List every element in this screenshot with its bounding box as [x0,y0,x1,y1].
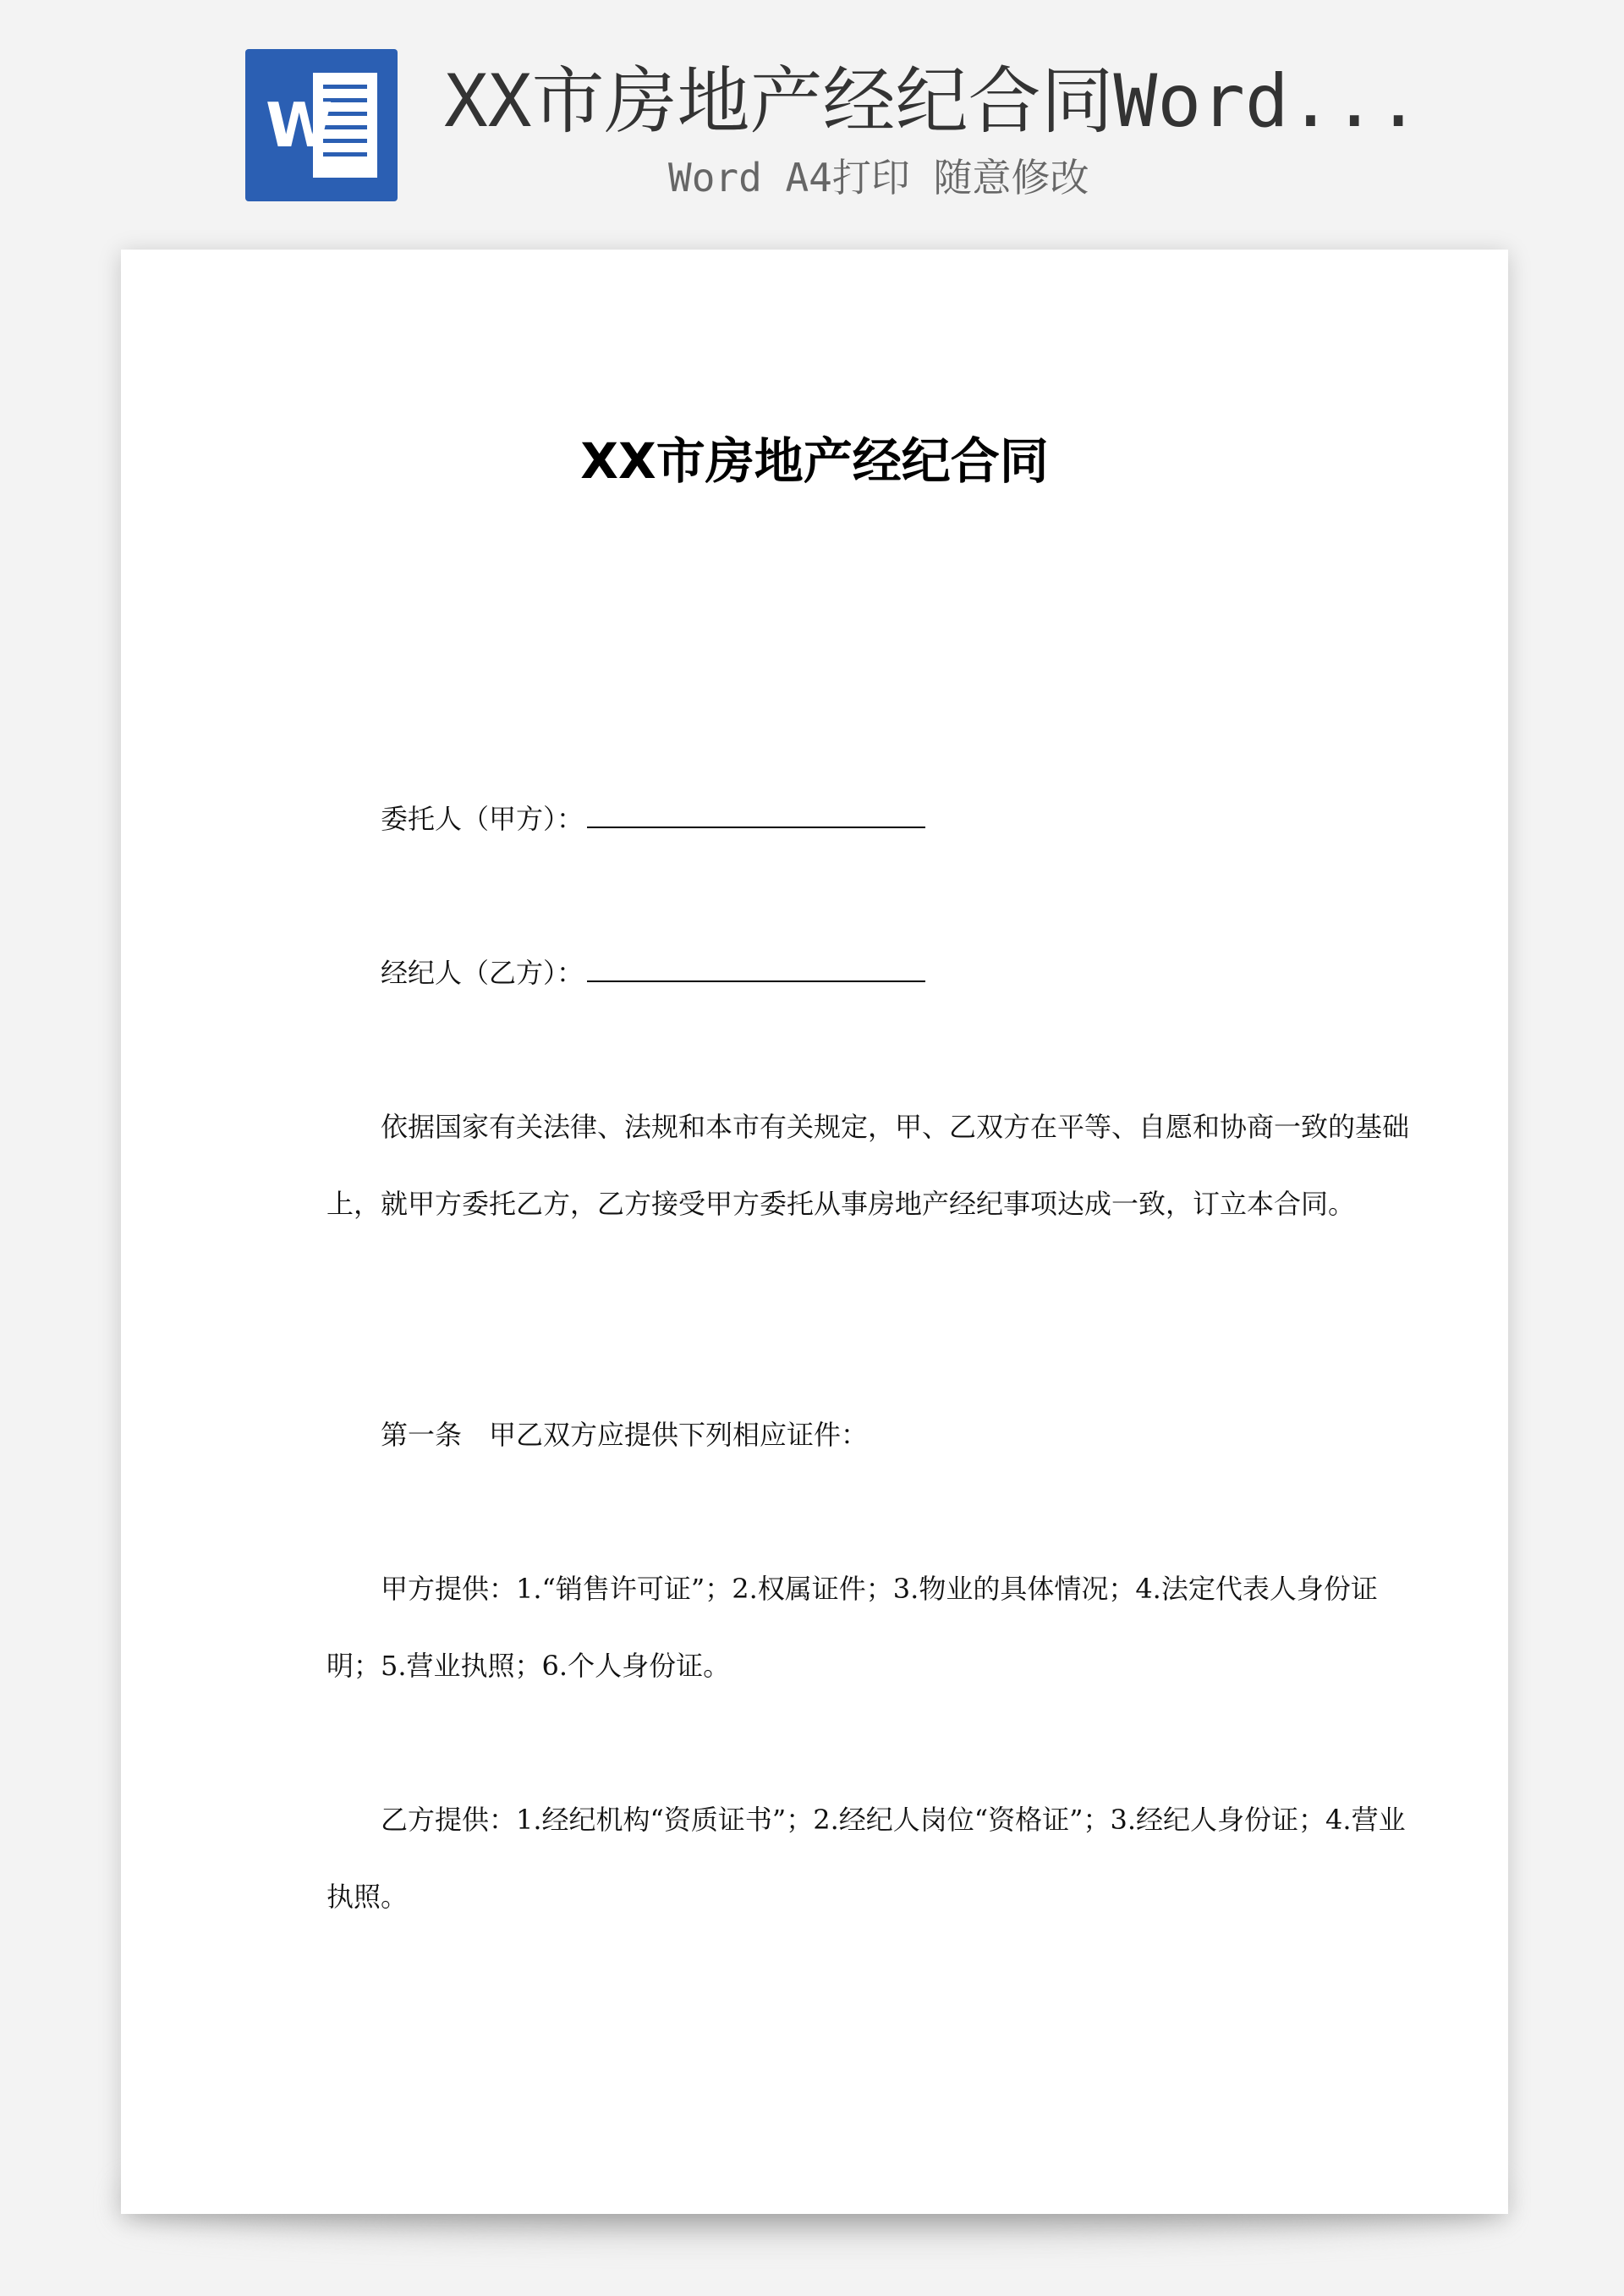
article-one-heading: 第一条 甲乙双方应提供下列相应证件： [381,1419,869,1451]
word-icon [245,49,398,201]
party-b-documents-paragraph: 乙方提供：1.经纪机构“资质证书”；2.经纪人岗位“资格证”；3.经纪人身份证；4.营业执照。 [326,1804,1406,1913]
word-logo-letter: W [266,90,333,161]
header-banner [0,0,1624,228]
banner-subtitle: Word A4打印 随意修改 [668,155,1089,200]
party-b-blank[interactable] [587,955,925,982]
document-page [121,250,1508,2214]
preamble-paragraph: 依据国家有关法律、法规和本市有关规定，甲、乙双方在平等、自愿和协商一致的基础上，就甲方委托乙方，乙方接受甲方委托从事房地产经纪事项达成一致，订立本合同。 [326,1111,1410,1220]
party-b-label: 经纪人（乙方）： [381,957,584,989]
party-a-documents-paragraph: 甲方提供：1.“销售许可证”；2.权属证件；3.物业的具体情况；4.法定代表人身份证明；5.营业执照；6.个人身份证。 [326,1573,1378,1682]
party-a-blank[interactable] [587,801,925,828]
party-b-field [381,953,925,992]
party-a-field [381,799,925,838]
banner-title: XX市房地产经纪合同Word... [444,59,1420,144]
document-title: XX市房地产经纪合同 [580,432,1049,490]
party-a-label: 委托人（甲方）： [381,803,584,835]
